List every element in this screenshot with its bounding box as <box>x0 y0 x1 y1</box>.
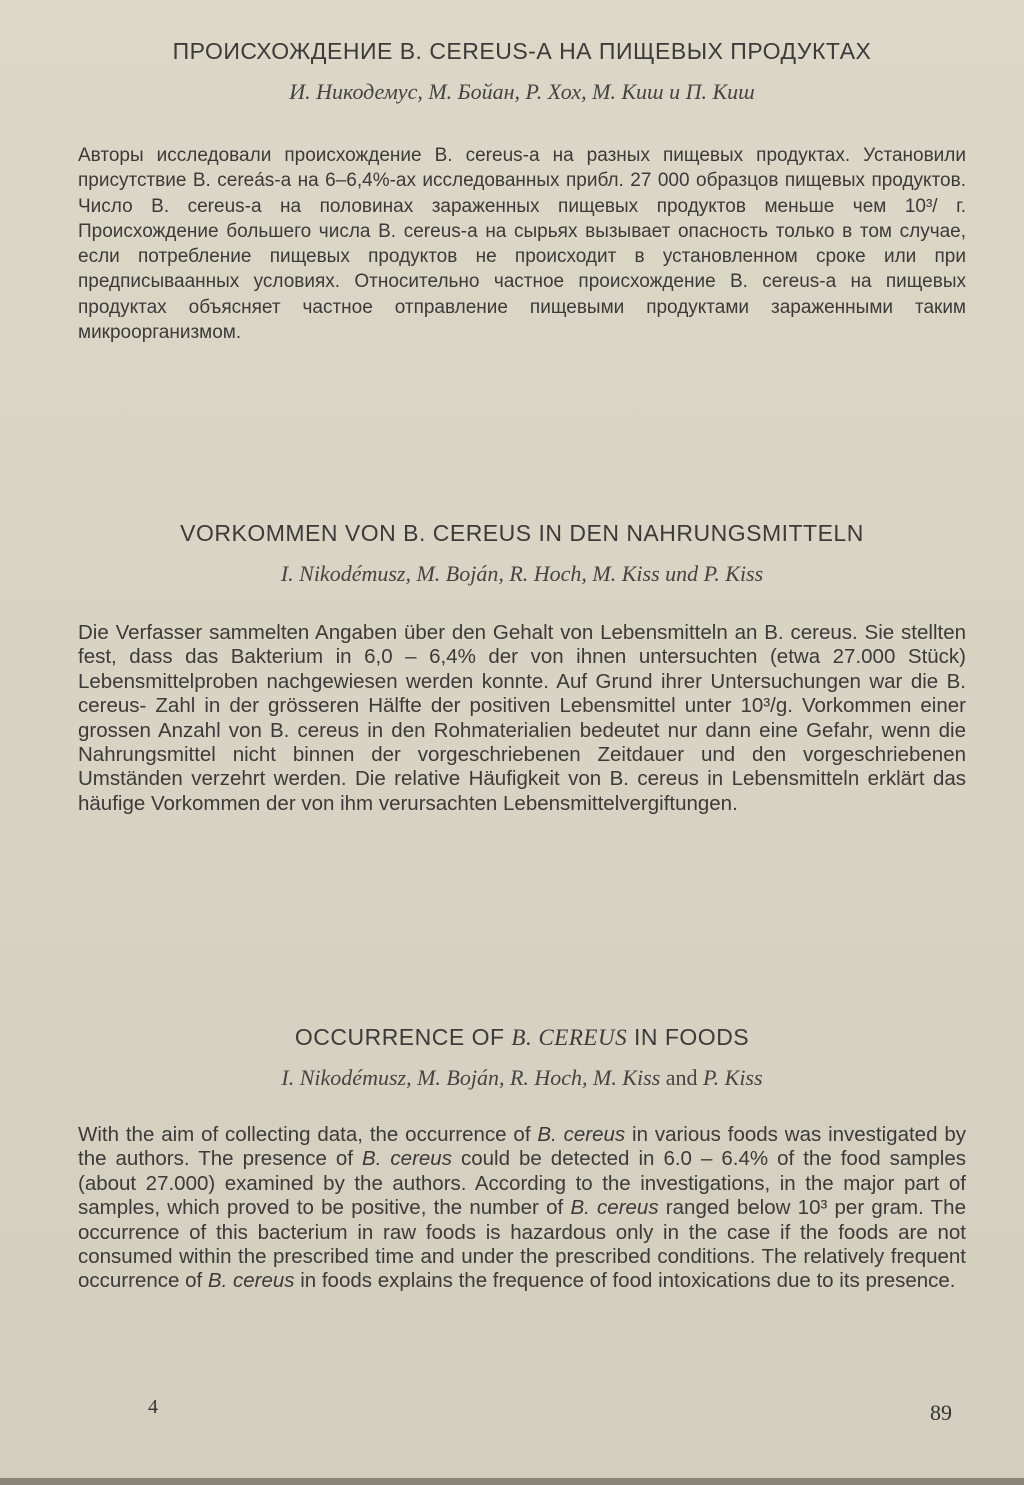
species-name: B. cereus <box>537 1123 626 1146</box>
english-title-pre: OCCURRENCE OF <box>294 1024 512 1050</box>
german-abstract-text: Die Verfasser sammelten Angaben über den Gehalt von Lebensmitteln an B. cereus. Sie stellten fest, dass das Bakterium in 6,0 – 6,4% der von ihnen untersuchten (etwa 27.000 Stück) Lebensmittelproben nachgewiesen werden konnte. Auf Grund ihrer Untersuchungen war die B. cereus- Zahl in der grösseren Hälfte der positiven Lebensmittel unter 10³/g. Vorkommen einer grossen Anzahl von B. cereus in den Rohmaterialien bedeutet nur dann eine Gefahr, wenn die Nahrungsmittel nicht binnen der vorgeschriebenen Zeitdauer und den vorgeschriebenen Umständen verzehrt werden. Die relative Häufigkeit von B. cereus in Lebensmitteln erklärt das häufige Vorkommen der von ihm verursachten Lebensmittelvergiftungen. <box>78 621 966 815</box>
english-abstract-part-5: in foods explains the frequence of food intoxications due to its presence. <box>294 1269 956 1293</box>
english-abstract-part-3: could be detected in 6.0 – 6.4% of the food samples (about 27.000) examined by the authors. According to the investigations, in the major part of samples, which proved to be positive, the number of <box>78 1147 966 1220</box>
english-abstract-part-4: ranged below 10³ per gram. The occurrence of this bacterium in raw foods is hazardous only in the case if the foods are not consumed within the prescribed time and under the prescribed conditions. The relatively frequent occurrence of <box>78 1196 966 1293</box>
russian-abstract-text: Авторы исследовали происхождение B. cereus-а на разных пищевых продуктах. Установили присутствие B. cereás-а на 6–6,4%-ах исследованных прибл. 27 000 образцов пищевых продуктов. Число B. cereus-а на половинах зараженных пищевых продуктов меньше чем 10³/ г. Происхождение большего числа B. cereus-а на сырьях вызывает опасность только в том случае, если потребление пищевых продуктов не происходит в установленном сроке или при предписываанных условиях. Относительно частное происхождение B. cereus-а на пищевых продуктах объясняет частное отправление пищевыми продуктами зараженными таким микроорганизмом. <box>78 145 966 344</box>
species-name: B. cereus <box>570 1196 659 1220</box>
page-number: 89 <box>930 1400 952 1425</box>
bottom-edge <box>0 1478 1024 1485</box>
german-abstract <box>78 621 966 816</box>
russian-abstract <box>78 143 966 345</box>
species-name: B. cereus <box>362 1147 452 1171</box>
english-authors-main: I. Nikodémusz, M. Boján, R. Hoch, M. Kiss <box>281 1065 661 1090</box>
signature-mark: 4 <box>148 1396 158 1418</box>
english-authors-and: and <box>660 1065 704 1090</box>
english-authors-last: P. Kiss <box>703 1065 763 1090</box>
russian-authors: И. Никодемус, М. Бойан, Р. Хох, М. Киш и П. Киш <box>289 79 755 104</box>
german-title: VORKOMMEN VON B. CEREUS IN DEN NAHRUNGSMITTELN <box>180 520 864 546</box>
russian-title: ПРОИСХОЖДЕНИЕ В. CEREUS-А НА ПИЩЕВЫХ ПРОДУКТАХ <box>172 38 872 64</box>
english-abstract-text <box>78 1123 966 1294</box>
english-title <box>78 1024 966 1051</box>
russian-section <box>78 38 966 345</box>
english-title-post: IN FOODS <box>627 1024 750 1050</box>
german-section <box>78 520 966 816</box>
english-abstract-part-1: With the aim of collecting data, the occurrence of <box>78 1123 538 1146</box>
species-name: B. cereus <box>207 1269 295 1293</box>
english-abstract <box>78 1123 966 1294</box>
english-authors <box>78 1065 966 1091</box>
english-abstract-part-2: in various foods was investigated by the authors. The presence of <box>78 1123 966 1171</box>
german-authors: I. Nikodémusz, M. Boján, R. Hoch, M. Kiss und P. Kiss <box>280 561 764 586</box>
english-title-species: B. CEREUS <box>511 1025 628 1050</box>
english-section <box>78 1024 966 1294</box>
